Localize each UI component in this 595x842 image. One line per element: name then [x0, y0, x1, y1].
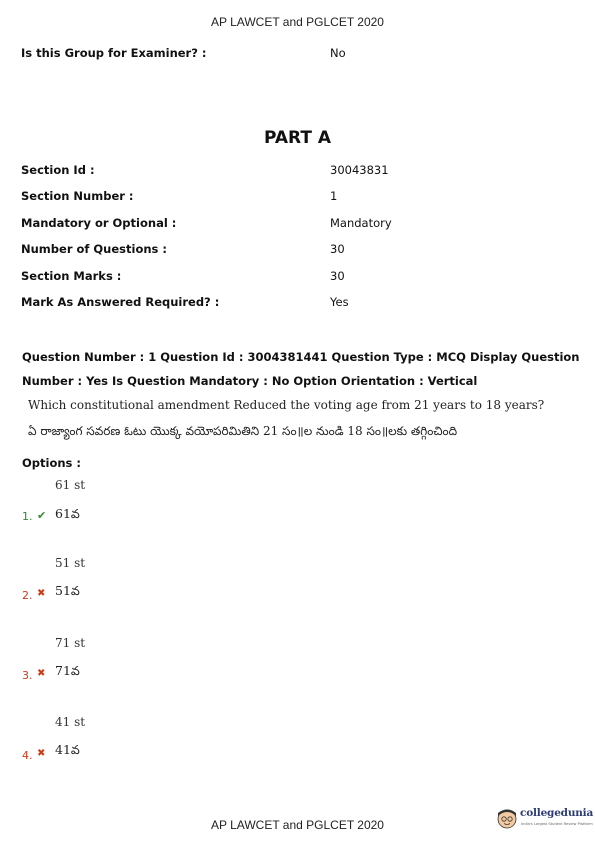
- section-value: 30043831: [330, 163, 389, 177]
- option-telugu-text: 41వ: [55, 742, 80, 757]
- section-label: Section Id :: [21, 163, 95, 177]
- question-text-english: Which constitutional amendment Reduced the voting age from 21 years to 18 years?: [28, 398, 545, 412]
- logo-brand: collegedunia: [520, 807, 594, 819]
- option-telugu-text: 71వ: [55, 663, 80, 678]
- page-header: AP LAWCET and PGLCET 2020: [211, 15, 384, 29]
- question-text-telugu: ఏ రాజ్యాంగ సవరణ ఓటు యొక్క వయోపరిమితిని 21 సం॥ల నుండి 18 సం॥లకు తగ్గించింది: [28, 424, 458, 438]
- question-info-line: Question Number : 1 Question Id : 3004381441 Question Type : MCQ Display Question: [22, 350, 580, 364]
- option-english-text: 61 st: [55, 478, 86, 492]
- cross-icon: ✖: [37, 588, 46, 599]
- section-label: Section Number :: [21, 189, 134, 203]
- options-label: Options :: [22, 456, 81, 470]
- option-telugu-text: 51వ: [55, 583, 80, 598]
- check-icon: ✔: [37, 509, 47, 522]
- section-value: 1: [330, 189, 338, 203]
- group-info-row: [21, 46, 561, 62]
- section-value: 30: [330, 269, 345, 283]
- logo-tagline: India's Largest Student Review Platform: [521, 822, 593, 826]
- cross-icon: ✖: [37, 668, 46, 679]
- group-info-value: No: [330, 46, 346, 60]
- section-row: [21, 163, 561, 179]
- section-label: Section Marks :: [21, 269, 122, 283]
- section-label: Mark As Answered Required? :: [21, 295, 220, 309]
- group-info-label: Is this Group for Examiner? :: [21, 46, 207, 60]
- section-value: 30: [330, 242, 345, 256]
- section-value: Mandatory: [330, 216, 392, 230]
- part-title: PART A: [263, 128, 332, 148]
- question-info-line: Number : Yes Is Question Mandatory : No Option Orientation : Vertical: [22, 374, 478, 388]
- collegedunia-logo: [496, 805, 594, 835]
- option-number: 3.: [22, 669, 33, 682]
- option-english-text: 71 st: [55, 636, 86, 650]
- option-number: 2.: [22, 589, 33, 602]
- option-english-text: 41 st: [55, 715, 86, 729]
- section-row: [21, 295, 561, 311]
- section-row: [21, 269, 561, 285]
- option-telugu-text: 61వ: [55, 506, 80, 521]
- cross-icon: ✖: [37, 748, 46, 759]
- section-value: Yes: [330, 295, 349, 309]
- section-row: [21, 189, 561, 205]
- section-label: Number of Questions :: [21, 242, 167, 256]
- option-number: 1.: [22, 510, 33, 523]
- option-number: 4.: [22, 749, 33, 762]
- section-row: [21, 242, 561, 258]
- option-english-text: 51 st: [55, 556, 86, 570]
- page-footer: AP LAWCET and PGLCET 2020: [211, 818, 384, 832]
- mascot-icon: [496, 807, 518, 829]
- section-label: Mandatory or Optional :: [21, 216, 177, 230]
- section-row: [21, 216, 561, 232]
